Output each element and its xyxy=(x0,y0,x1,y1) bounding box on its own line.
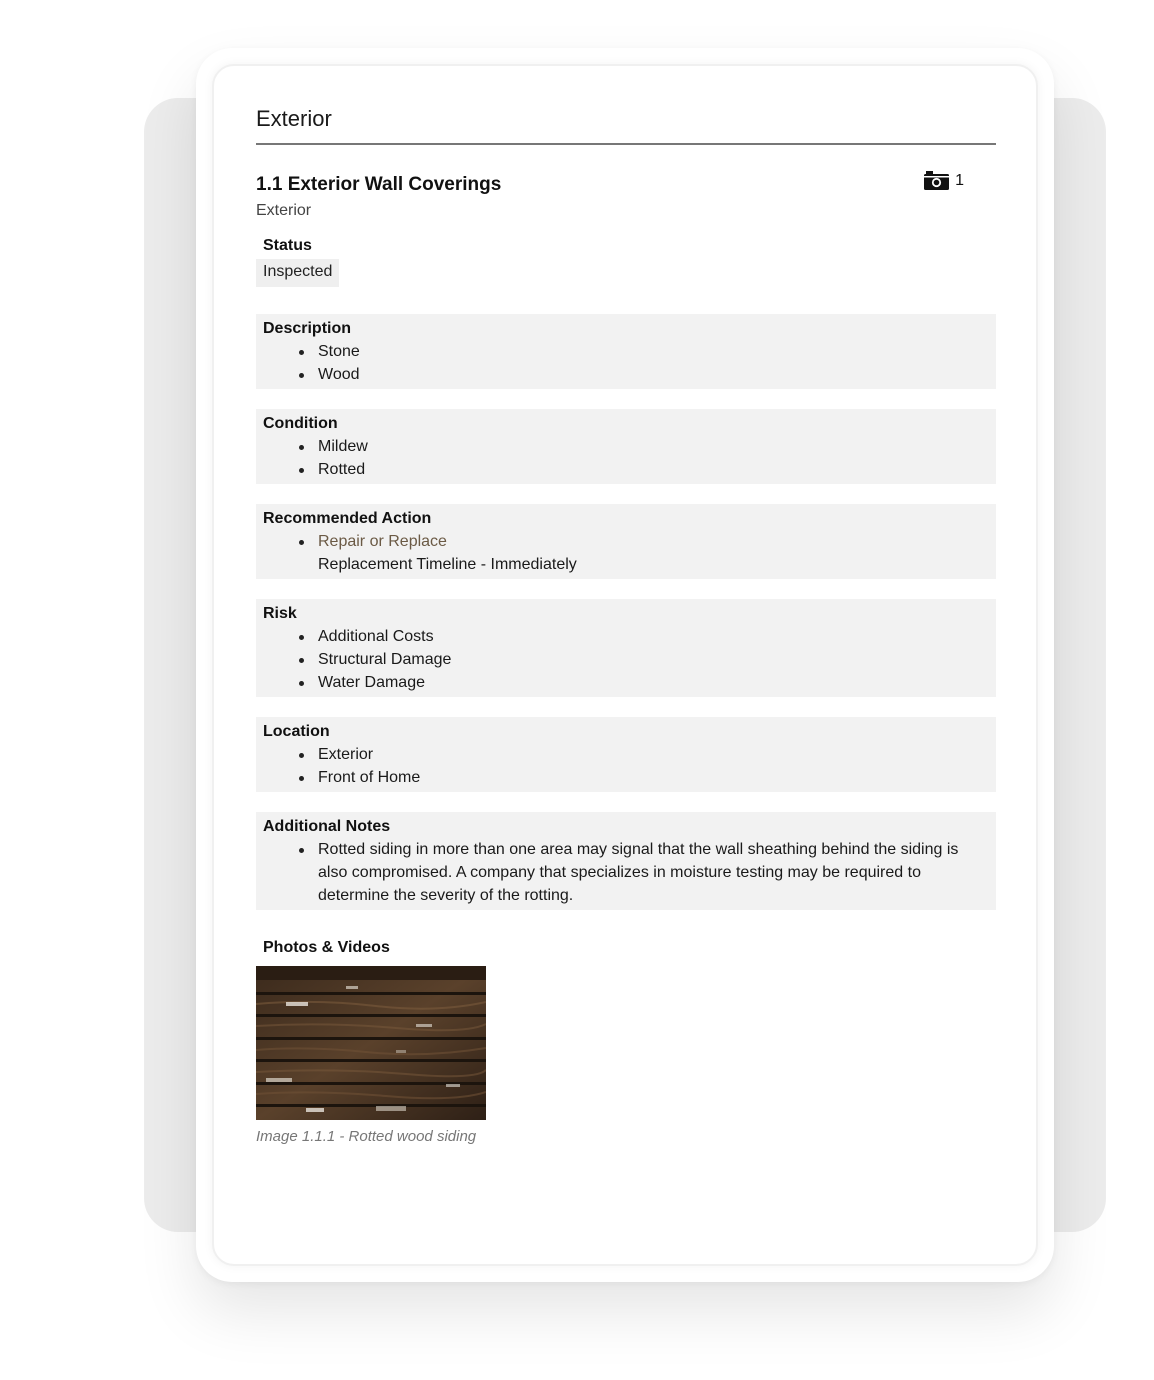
condition-label: Condition xyxy=(263,415,338,432)
list-item xyxy=(299,530,989,576)
condition-list xyxy=(263,435,989,481)
list-item: Stone xyxy=(299,340,989,363)
list-item: Additional Costs xyxy=(299,625,989,648)
rotted-wood-siding-photo[interactable] xyxy=(256,966,486,1120)
list-item: Front of Home xyxy=(299,766,989,789)
risk-block xyxy=(256,599,996,697)
list-item: Structural Damage xyxy=(299,648,989,671)
repair-or-replace-link[interactable]: Repair or Replace xyxy=(318,533,447,550)
list-item: Rotted siding in more than one area may signal that the wall sheathing behind the siding is also compromised. A company that specializes in moisture testing may be required to determine the severity of the rotting. xyxy=(299,838,989,907)
status-label: Status xyxy=(263,237,312,254)
list-item: Mildew xyxy=(299,435,989,458)
recommended-action-label: Recommended Action xyxy=(263,510,432,527)
report-screen xyxy=(212,64,1038,1266)
risk-list xyxy=(263,625,989,694)
item-title: 1.1 Exterior Wall Coverings xyxy=(256,174,502,195)
photos-videos-label: Photos & Videos xyxy=(263,939,390,956)
status-field xyxy=(256,237,996,287)
photo-count: 1 xyxy=(955,171,964,189)
item-header xyxy=(256,171,996,220)
description-label: Description xyxy=(263,320,352,337)
photo-count-badge[interactable] xyxy=(923,170,964,191)
section-title: Exterior xyxy=(256,106,996,145)
condition-block xyxy=(256,409,996,484)
item-subtitle: Exterior xyxy=(256,202,312,219)
additional-notes-label: Additional Notes xyxy=(263,818,391,835)
status-badge: Inspected xyxy=(256,259,339,287)
replacement-timeline: Replacement Timeline - Immediately xyxy=(318,556,577,573)
tablet-frame xyxy=(196,48,1054,1282)
photo-caption: Image 1.1.1 - Rotted wood siding xyxy=(256,1128,477,1145)
risk-label: Risk xyxy=(263,605,297,622)
list-item: Exterior xyxy=(299,743,989,766)
location-block xyxy=(256,717,996,792)
location-list xyxy=(263,743,989,789)
list-item: Water Damage xyxy=(299,671,989,694)
description-block xyxy=(256,314,996,389)
description-list xyxy=(263,340,989,386)
recommended-action-block xyxy=(256,504,996,579)
list-item: Wood xyxy=(299,363,989,386)
location-label: Location xyxy=(263,723,330,740)
list-item: Rotted xyxy=(299,458,989,481)
report-content xyxy=(256,106,996,1145)
recommended-action-list xyxy=(263,530,989,576)
additional-notes-list xyxy=(263,838,989,907)
camera-icon xyxy=(923,170,950,191)
additional-notes-block xyxy=(256,812,996,910)
